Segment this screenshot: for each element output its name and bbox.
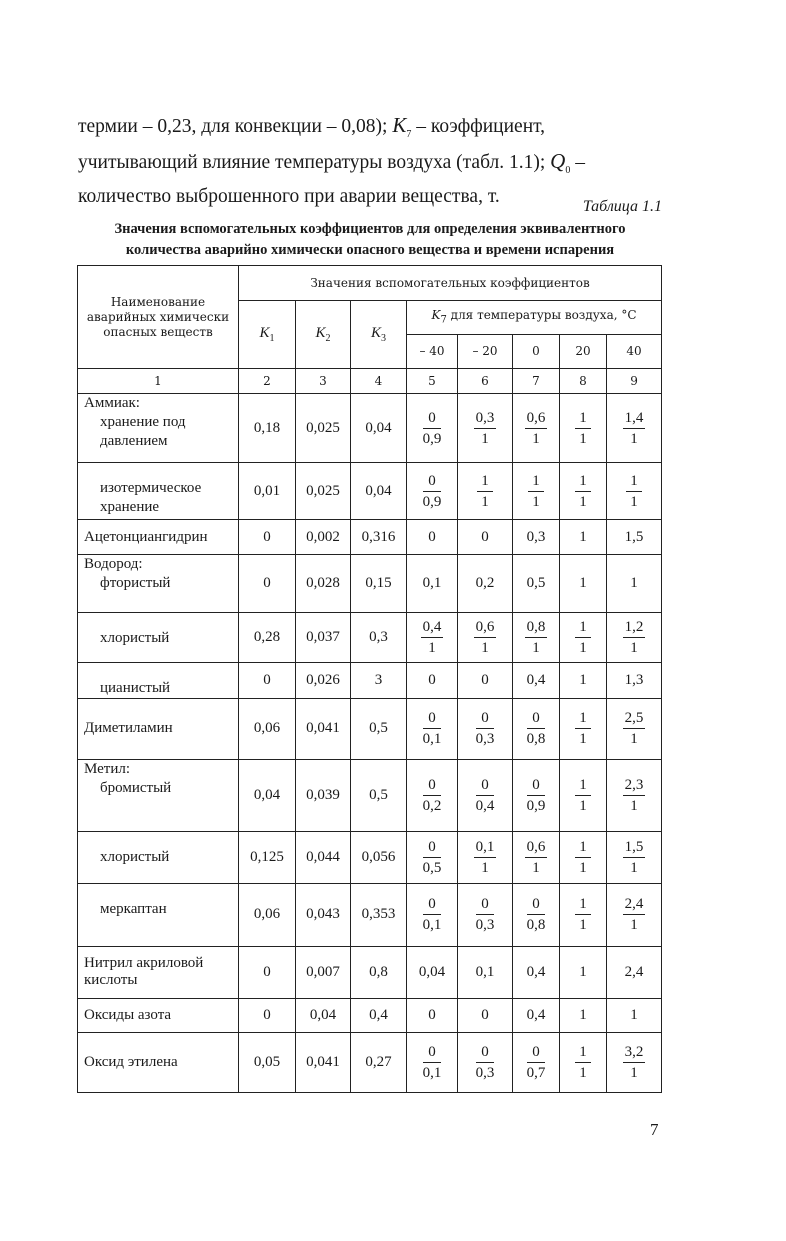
intro-line-2: учитывающий влияние температуры воздуха (табл. 1.1); $Q_0$ – [78, 148, 585, 176]
k7-fraction [476, 776, 495, 815]
fraction-denominator: 1 [579, 1064, 587, 1081]
table-row [78, 831, 662, 883]
k7-fraction [474, 409, 497, 448]
fraction-denominator: 0,9 [422, 430, 442, 447]
k7-value-cell [407, 463, 458, 520]
fraction-numerator: 0 [527, 776, 546, 796]
fraction-numerator: 2,4 [623, 895, 646, 915]
k7-value-cell [407, 883, 458, 946]
k7-value-cell [407, 759, 458, 831]
coefficient-k1: 0 [239, 663, 296, 699]
header-k3: $K_3$ [351, 301, 407, 369]
k7-value-cell [458, 1032, 513, 1092]
fraction-numerator: 1 [626, 472, 642, 492]
substance-subtype: хлористый [100, 848, 170, 865]
k7-fraction [525, 409, 548, 448]
k7-fraction [623, 1043, 646, 1082]
intro-paragraph [78, 112, 662, 210]
fraction-denominator: 1 [579, 731, 587, 748]
fraction-denominator: 1 [532, 640, 540, 657]
coefficient-k3: 0,8 [351, 946, 407, 998]
fraction-numerator: 1 [575, 709, 591, 729]
substance-name: Оксиды азота [78, 998, 239, 1032]
k7-value: 1 [560, 946, 607, 998]
coefficient-k3: 0,056 [351, 831, 407, 883]
fraction-numerator: 0,1 [474, 838, 497, 858]
header-k7-group: $K_7$ для температуры воздуха, °С [407, 301, 662, 335]
coefficient-k1: 0 [239, 555, 296, 613]
fraction-denominator: 0,8 [526, 917, 546, 934]
substance-name-cell [78, 613, 239, 663]
row-spacer [84, 663, 238, 679]
k7-value-cell [607, 613, 662, 663]
k7-value-cell [560, 883, 607, 946]
k7-fraction [623, 776, 646, 815]
substance-group-name: Аммиак: [84, 395, 140, 412]
coefficient-k2: 0,025 [296, 394, 351, 463]
coefficient-k1: 0,06 [239, 699, 296, 759]
k7-fraction [528, 472, 544, 511]
coefficients-table [77, 265, 662, 1093]
fraction-numerator: 0 [527, 1043, 546, 1063]
fraction-denominator: 1 [630, 731, 638, 748]
k7-value-cell [560, 831, 607, 883]
k7-value: 0,2 [458, 555, 513, 613]
substance-name: Оксид этилена [78, 1032, 239, 1092]
fraction-denominator: 0,9 [422, 493, 442, 510]
k7-fraction [623, 838, 646, 877]
k7-fraction [575, 409, 591, 448]
table-row [78, 699, 662, 759]
column-number: 7 [513, 369, 560, 394]
fraction-denominator: 1 [579, 640, 587, 657]
coefficient-k2: 0,026 [296, 663, 351, 699]
coefficient-k3: 0,4 [351, 998, 407, 1032]
fraction-denominator: 1 [481, 859, 489, 876]
k7-fraction [527, 1043, 546, 1082]
column-number: 5 [407, 369, 458, 394]
fraction-denominator: 0,3 [475, 1064, 495, 1081]
k7-value: 0 [458, 520, 513, 555]
k7-value-cell [458, 883, 513, 946]
fraction-denominator: 0,9 [526, 797, 546, 814]
fraction-numerator: 0 [423, 472, 442, 492]
coefficient-k1: 0,18 [239, 394, 296, 463]
k7-value: 0,4 [513, 663, 560, 699]
k7-fraction [525, 838, 548, 877]
substance-name-cell [78, 663, 239, 699]
k7-value: 0,4 [513, 946, 560, 998]
row-spacer [84, 884, 238, 900]
fraction-numerator: 0 [423, 776, 442, 796]
table-row [78, 520, 662, 555]
fraction-numerator: 0 [476, 1043, 495, 1063]
coefficient-k2: 0,041 [296, 1032, 351, 1092]
k7-value-cell [560, 613, 607, 663]
fraction-numerator: 0 [423, 1043, 442, 1063]
k7-value-cell [607, 699, 662, 759]
intro-line-1: термии – 0,23, для конвекции – 0,08); $K_7$ – коэффициент, [78, 113, 546, 140]
substance-subtype: хлористый [100, 630, 170, 647]
substance-name-cell [78, 831, 239, 883]
header-temp: – 20 [458, 335, 513, 369]
table-row [78, 998, 662, 1032]
k7-fraction [575, 776, 591, 815]
fraction-numerator: 0 [476, 895, 495, 915]
fraction-denominator: 0,1 [422, 1064, 442, 1081]
fraction-denominator: 0,3 [475, 917, 495, 934]
fraction-denominator: 1 [532, 493, 540, 510]
header-temp: 40 [607, 335, 662, 369]
substance-subtype: меркаптан [100, 900, 167, 917]
coefficient-k2: 0,002 [296, 520, 351, 555]
k7-value: 1 [607, 555, 662, 613]
fraction-numerator: 0 [423, 838, 442, 858]
fraction-numerator: 1,4 [623, 409, 646, 429]
k7-fraction [575, 1043, 591, 1082]
k7-fraction [423, 709, 442, 748]
fraction-denominator: 0,4 [475, 797, 495, 814]
header-temp: – 40 [407, 335, 458, 369]
k7-fraction [476, 895, 495, 934]
k7-value: 0 [407, 998, 458, 1032]
coefficient-k2: 0,039 [296, 759, 351, 831]
k7-value-cell [560, 1032, 607, 1092]
coefficient-k1: 0,125 [239, 831, 296, 883]
coefficient-k2: 0,007 [296, 946, 351, 998]
header-temp: 0 [513, 335, 560, 369]
k7-value-cell [407, 1032, 458, 1092]
coefficient-k3: 0,5 [351, 699, 407, 759]
k7-fraction [527, 709, 546, 748]
k7-value-cell [513, 831, 560, 883]
k7-fraction [423, 776, 442, 815]
fraction-denominator: 1 [532, 859, 540, 876]
k7-value-cell [560, 759, 607, 831]
fraction-numerator: 1,5 [623, 838, 646, 858]
k7-value-cell [407, 831, 458, 883]
k7-value-cell [513, 1032, 560, 1092]
table-row [78, 1032, 662, 1092]
table-body [78, 394, 662, 1093]
k7-value-cell [458, 463, 513, 520]
coefficient-k3: 0,3 [351, 613, 407, 663]
fraction-denominator: 1 [579, 797, 587, 814]
fraction-numerator: 0,4 [421, 618, 444, 638]
table-row [78, 759, 662, 831]
coefficient-k2: 0,037 [296, 613, 351, 663]
coefficient-k1: 0 [239, 946, 296, 998]
fraction-numerator: 0 [527, 709, 546, 729]
coefficient-k2: 0,041 [296, 699, 351, 759]
k7-fraction [423, 472, 442, 511]
fraction-numerator: 2,5 [623, 709, 646, 729]
k7-value: 0 [407, 663, 458, 699]
k7-value: 1 [607, 998, 662, 1032]
k7-value: 1 [560, 520, 607, 555]
k7-fraction [626, 472, 642, 511]
table-row [78, 946, 662, 998]
k7-value-cell [458, 613, 513, 663]
fraction-numerator: 0,6 [474, 618, 497, 638]
coefficient-k1: 0,06 [239, 883, 296, 946]
substance-name-cell [78, 759, 239, 831]
k7-fraction [423, 838, 442, 877]
substance-name: Диметиламин [78, 699, 239, 759]
k7-value-cell [513, 759, 560, 831]
coefficient-k3: 0,04 [351, 463, 407, 520]
substance-name-cell [78, 555, 239, 613]
table-label: Таблица 1.1 [582, 198, 662, 215]
substance-name: Ацетонциангидрин [78, 520, 239, 555]
k7-value-cell [513, 463, 560, 520]
coefficient-k2: 0,043 [296, 883, 351, 946]
k7-fraction [623, 709, 646, 748]
k7-fraction [476, 709, 495, 748]
fraction-denominator: 1 [630, 917, 638, 934]
fraction-denominator: 1 [630, 859, 638, 876]
k7-value-cell [458, 831, 513, 883]
table-row [78, 463, 662, 520]
k7-fraction [575, 472, 591, 511]
k7-value: 0,1 [407, 555, 458, 613]
column-number: 2 [239, 369, 296, 394]
substance-subtype: изотермическое хранение [100, 480, 202, 516]
coefficient-k2: 0,028 [296, 555, 351, 613]
coefficient-k3: 0,353 [351, 883, 407, 946]
substance-name-cell [78, 394, 239, 463]
coefficient-k1: 0 [239, 998, 296, 1032]
k7-value: 1 [560, 663, 607, 699]
k7-value-cell [407, 613, 458, 663]
k7-fraction [527, 895, 546, 934]
coefficient-k1: 0,05 [239, 1032, 296, 1092]
fraction-denominator: 1 [630, 797, 638, 814]
substance-group-name: Метил: [84, 760, 131, 777]
table-row [78, 663, 662, 699]
fraction-numerator: 0 [527, 895, 546, 915]
k7-value: 2,4 [607, 946, 662, 998]
fraction-denominator: 1 [579, 493, 587, 510]
coefficient-k3: 0,27 [351, 1032, 407, 1092]
k7-value: 0 [407, 520, 458, 555]
fraction-denominator: 1 [481, 430, 489, 447]
header-k1: $K_1$ [239, 301, 296, 369]
k7-value-cell [607, 759, 662, 831]
table-row [78, 613, 662, 663]
fraction-numerator: 1 [575, 409, 591, 429]
column-numbers-row [78, 369, 662, 394]
column-number: 6 [458, 369, 513, 394]
fraction-numerator: 0 [423, 709, 442, 729]
fraction-numerator: 0,6 [525, 838, 548, 858]
k7-value: 0,3 [513, 520, 560, 555]
k7-value-cell [407, 394, 458, 463]
fraction-numerator: 1 [575, 618, 591, 638]
coefficient-k2: 0,044 [296, 831, 351, 883]
coefficient-k2: 0,025 [296, 463, 351, 520]
fraction-denominator: 1 [630, 430, 638, 447]
row-spacer [84, 613, 238, 629]
coefficient-k1: 0,28 [239, 613, 296, 663]
fraction-numerator: 0,3 [474, 409, 497, 429]
k7-fraction [575, 895, 591, 934]
k7-value-cell [607, 463, 662, 520]
k7-value: 0 [458, 663, 513, 699]
fraction-denominator: 1 [630, 1064, 638, 1081]
k7-value-cell [560, 699, 607, 759]
fraction-numerator: 2,3 [623, 776, 646, 796]
column-number: 3 [296, 369, 351, 394]
k7-value-cell [560, 394, 607, 463]
k7-fraction [476, 1043, 495, 1082]
coefficient-k3: 0,04 [351, 394, 407, 463]
coefficient-k3: 0,316 [351, 520, 407, 555]
k7-fraction [623, 895, 646, 934]
k7-value: 1 [560, 998, 607, 1032]
column-number: 9 [607, 369, 662, 394]
k7-value-cell [407, 699, 458, 759]
k7-value-cell [607, 394, 662, 463]
header-row-1 [78, 266, 662, 301]
k7-value-cell [513, 699, 560, 759]
k7-value-cell [560, 463, 607, 520]
k7-value: 0,4 [513, 998, 560, 1032]
fraction-denominator: 0,5 [422, 859, 442, 876]
fraction-denominator: 1 [532, 430, 540, 447]
fraction-numerator: 1 [575, 776, 591, 796]
fraction-numerator: 0 [476, 709, 495, 729]
fraction-denominator: 1 [481, 640, 489, 657]
substance-subtype: цианистый [100, 680, 171, 697]
column-number: 8 [560, 369, 607, 394]
k7-fraction [474, 618, 497, 657]
fraction-denominator: 0,1 [422, 731, 442, 748]
fraction-numerator: 1 [575, 472, 591, 492]
fraction-numerator: 0,6 [525, 409, 548, 429]
k7-value-cell [607, 1032, 662, 1092]
coefficient-k1: 0,04 [239, 759, 296, 831]
k7-value-cell [513, 394, 560, 463]
fraction-denominator: 0,1 [422, 917, 442, 934]
header-temp: 20 [560, 335, 607, 369]
table-row [78, 883, 662, 946]
fraction-denominator: 0,7 [526, 1064, 546, 1081]
k7-value: 0,04 [407, 946, 458, 998]
fraction-numerator: 0 [423, 895, 442, 915]
k7-fraction [421, 618, 444, 657]
k7-value-cell [607, 831, 662, 883]
fraction-denominator: 1 [630, 640, 638, 657]
k7-fraction [525, 618, 548, 657]
k7-fraction [575, 709, 591, 748]
fraction-numerator: 1 [528, 472, 544, 492]
header-coefficients-group: Значения вспомогательных коэффициентов [239, 266, 662, 301]
fraction-denominator: 1 [428, 640, 436, 657]
k7-value-cell [607, 883, 662, 946]
substance-name: Нитрил акриловой кислоты [78, 946, 239, 998]
coefficient-k3: 0,5 [351, 759, 407, 831]
k7-fraction [474, 838, 497, 877]
fraction-denominator: 1 [481, 493, 489, 510]
k7-fraction [575, 618, 591, 657]
fraction-numerator: 0 [476, 776, 495, 796]
k7-fraction [575, 838, 591, 877]
k7-value: 1 [560, 555, 607, 613]
fraction-numerator: 1 [477, 472, 493, 492]
k7-value-cell [458, 394, 513, 463]
fraction-denominator: 0,3 [475, 731, 495, 748]
k7-fraction [623, 618, 646, 657]
fraction-denominator: 1 [579, 917, 587, 934]
row-spacer [84, 463, 238, 479]
coefficient-k2: 0,04 [296, 998, 351, 1032]
k7-value: 1,3 [607, 663, 662, 699]
fraction-numerator: 0,8 [525, 618, 548, 638]
coefficient-k3: 0,15 [351, 555, 407, 613]
substance-group-name: Водород: [84, 556, 143, 573]
fraction-numerator: 1 [575, 895, 591, 915]
k7-fraction [527, 776, 546, 815]
table-row [78, 555, 662, 613]
substance-subtype: бромистый [100, 779, 172, 796]
k7-value-cell [513, 613, 560, 663]
fraction-denominator: 1 [630, 493, 638, 510]
coefficient-k1: 0 [239, 520, 296, 555]
intro-line-3: количество выброшенного при аварии вещества, т. [78, 185, 500, 207]
k7-fraction [423, 409, 442, 448]
k7-value: 0,5 [513, 555, 560, 613]
fraction-numerator: 1 [575, 1043, 591, 1063]
coefficient-k1: 0,01 [239, 463, 296, 520]
column-number: 4 [351, 369, 407, 394]
k7-value-cell [458, 699, 513, 759]
fraction-numerator: 3,2 [623, 1043, 646, 1063]
substance-name-cell [78, 463, 239, 520]
coefficient-k3: 3 [351, 663, 407, 699]
fraction-numerator: 1 [575, 838, 591, 858]
header-substance-name: Наименование аварийных химически опасных веществ [78, 266, 239, 369]
k7-fraction [423, 895, 442, 934]
page-number: 7 [650, 1120, 659, 1139]
fraction-denominator: 0,8 [526, 731, 546, 748]
k7-value: 0,1 [458, 946, 513, 998]
k7-fraction [623, 409, 646, 448]
table-title: Значения вспомогательных коэффициентов для определения эквивалентного количества аварийно химически опасного вещества и времени испарения [114, 221, 626, 258]
fraction-numerator: 1,2 [623, 618, 646, 638]
column-number: 1 [78, 369, 239, 394]
substance-subtype: фтористый [100, 575, 171, 592]
header-k2: $K_2$ [296, 301, 351, 369]
fraction-numerator: 0 [423, 409, 442, 429]
fraction-denominator: 1 [579, 430, 587, 447]
k7-fraction [423, 1043, 442, 1082]
substance-subtype: хранение под давлением [100, 414, 186, 450]
fraction-denominator: 1 [579, 859, 587, 876]
k7-value-cell [513, 883, 560, 946]
k7-value-cell [458, 759, 513, 831]
table-row [78, 394, 662, 463]
k7-value: 0 [458, 998, 513, 1032]
k7-fraction [477, 472, 493, 511]
substance-name-cell [78, 883, 239, 946]
k7-value: 1,5 [607, 520, 662, 555]
fraction-denominator: 0,2 [422, 797, 442, 814]
row-spacer [84, 832, 238, 848]
